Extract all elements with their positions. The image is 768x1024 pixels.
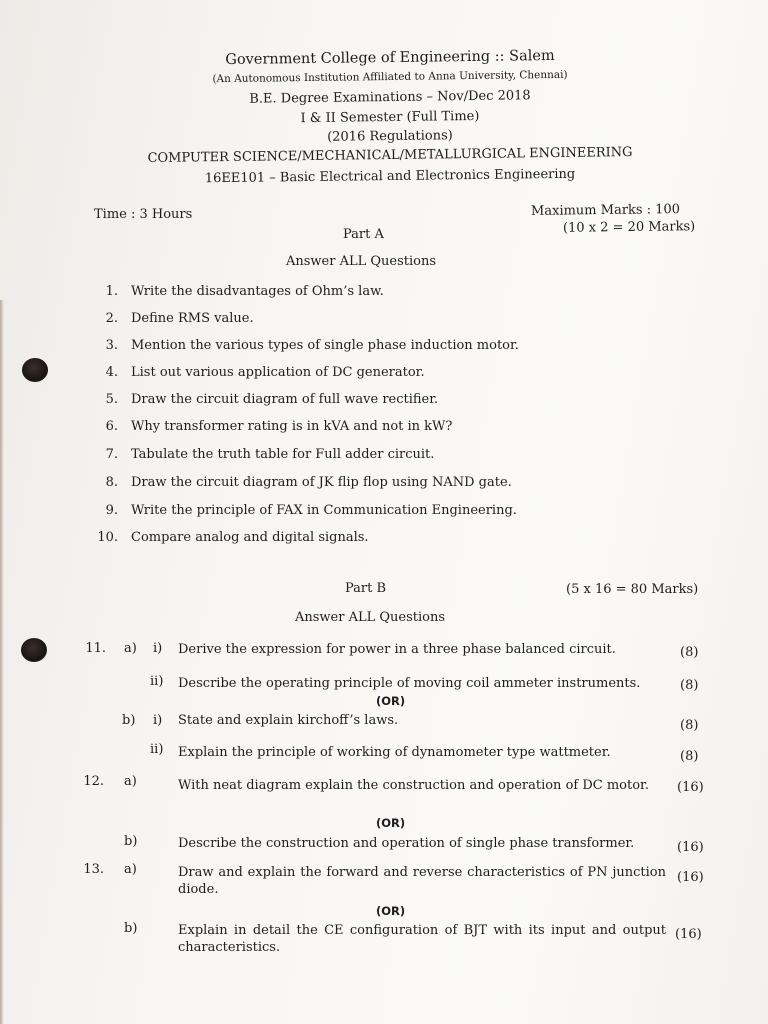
college-name: Government College of Engineering :: Salem [225,47,555,69]
question-text: Draw the circuit diagram of full wave rectifier. [131,392,439,407]
question-number: 10. [97,530,118,545]
question-text: Describe the operating principle of moving coil ammeter instruments. [178,676,641,691]
question-text: Derive the expression for power in a three phase balanced circuit. [178,642,616,657]
question-number: 1. [105,284,118,299]
question-marks: (8) [680,645,699,660]
part-a-marks: (10 x 2 = 20 Marks) [562,219,696,236]
question-number: 9. [105,503,118,518]
question-number: 11. [85,641,106,656]
question-marks: (16) [677,870,704,885]
semester: I & II Semester (Full Time) [300,108,480,127]
question-number: 8. [105,475,118,490]
maximum-marks: Maximum Marks : 100 [530,202,681,219]
exam-title: B.E. Degree Examinations – Nov/Dec 2018 [249,88,531,107]
sub-question-label: a) [124,862,137,877]
question-text: State and explain kirchoff’s laws. [178,713,399,728]
or-separator: (OR) [376,694,406,708]
question-text: Explain the principle of working of dynamometer type wattmeter. [178,745,611,760]
or-separator: (OR) [376,816,406,830]
question-marks: (16) [675,927,702,942]
question-text: Explain in detail the CE configuration of BJT with its input and output characteristics. [178,923,666,955]
sub-question-label: a) [124,774,137,789]
question-number: 5. [105,392,118,407]
punch-hole-icon [21,638,47,662]
question-number: 12. [83,774,104,789]
question-text: Write the disadvantages of Ohm’s law. [131,284,384,299]
question-number: 4. [105,365,118,380]
question-marks: (16) [677,780,704,795]
question-marks: (8) [680,678,699,693]
question-text: Write the principle of FAX in Communication Engineering. [131,503,517,518]
part-label: ii) [150,674,164,689]
question-marks: (16) [677,840,704,855]
question-number: 6. [105,419,118,434]
part-label: i) [153,713,163,728]
sub-question-label: b) [124,834,138,849]
sub-question-label: a) [124,641,137,656]
paper-edge-shadow [0,300,4,1024]
part-a-title: Part A [343,227,384,242]
question-number: 13. [83,862,104,877]
part-label: ii) [150,742,164,757]
affiliation: (An Autonomous Institution Affiliated to Anna University, Chennai) [212,68,568,86]
regulations: (2016 Regulations) [327,128,453,145]
question-text: Draw the circuit diagram of JK flip flop using NAND gate. [131,475,512,490]
question-number: 7. [105,447,118,462]
part-b-title: Part B [345,581,387,596]
course-title: 16EE101 – Basic Electrical and Electronics Engineering [204,166,576,187]
question-text: With neat diagram explain the construction and operation of DC motor. [178,778,649,793]
part-b-instruction: Answer ALL Questions [295,610,446,625]
sub-question-label: b) [124,921,138,936]
question-text: Tabulate the truth table for Full adder circuit. [131,447,435,462]
punch-hole-icon [22,358,48,382]
question-text: Define RMS value. [131,311,254,326]
question-number: 3. [105,338,118,353]
question-text: Compare analog and digital signals. [131,530,369,545]
question-number: 2. [105,311,118,326]
question-text: Mention the various types of single phase induction motor. [131,338,519,353]
time-allowed: Time : 3 Hours [94,207,193,222]
question-text: Why transformer rating is in kVA and not in kW? [131,419,453,434]
part-a-instruction: Answer ALL Questions [286,254,437,269]
part-b-marks: (5 x 16 = 80 Marks) [566,582,699,597]
departments: COMPUTER SCIENCE/MECHANICAL/METALLURGICAL ENGINEERING [147,145,633,166]
or-separator: (OR) [376,904,406,918]
sub-question-label: b) [122,713,136,728]
question-marks: (8) [680,749,699,764]
part-label: i) [153,641,163,656]
question-text: List out various application of DC generator. [131,365,425,380]
question-text: Draw and explain the forward and reverse characteristics of PN junction diode. [178,865,666,897]
question-marks: (8) [680,718,699,733]
question-text: Describe the construction and operation of single phase transformer. [178,836,635,851]
